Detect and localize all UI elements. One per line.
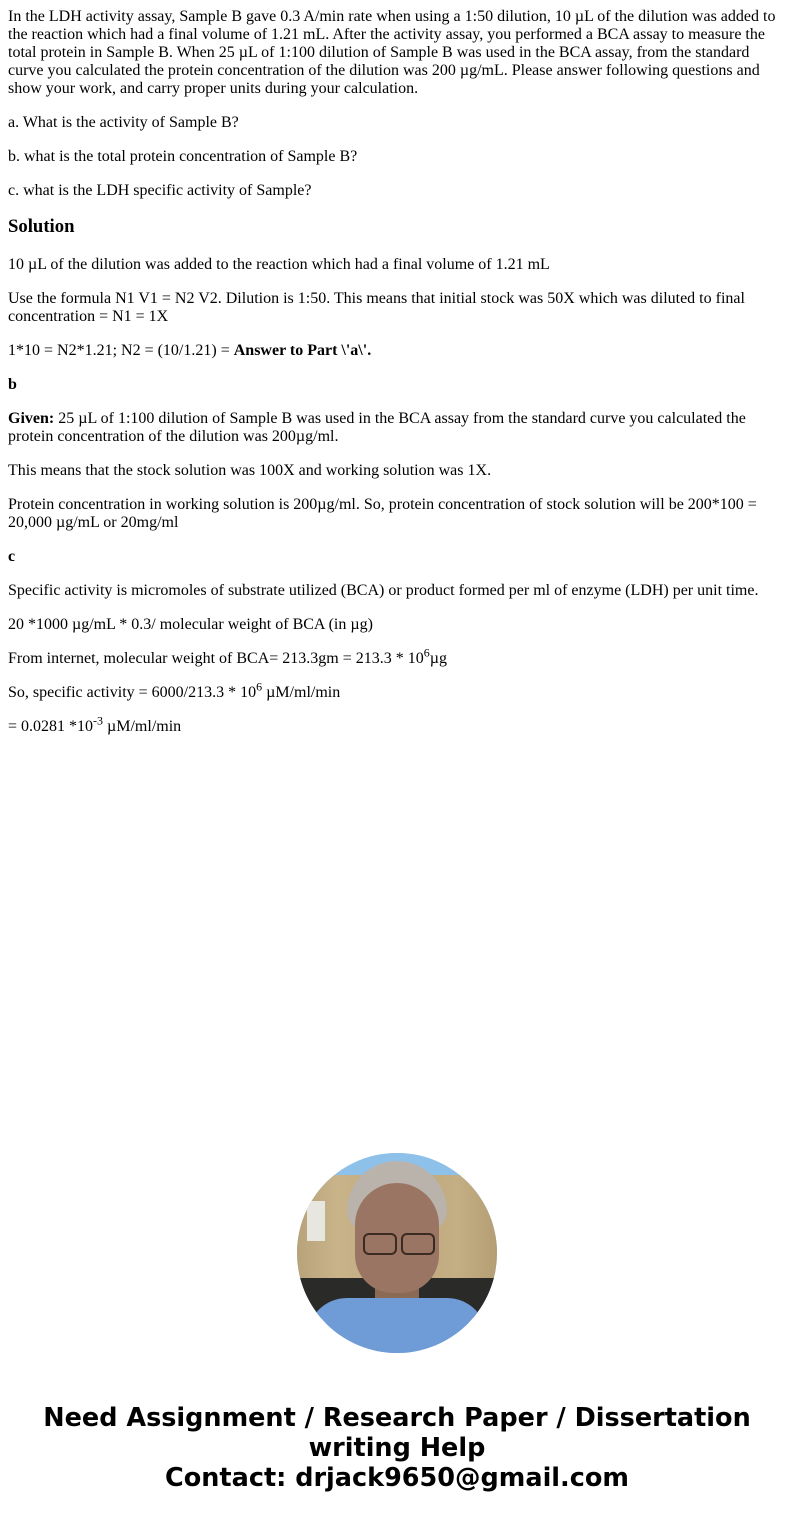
footer-banner bbox=[0, 1403, 794, 1493]
part-b-label: b bbox=[8, 376, 17, 393]
avatar bbox=[297, 1153, 497, 1353]
solution-heading: Solution bbox=[8, 216, 75, 237]
question-part-b: b. what is the total protein concentration of Sample B? bbox=[8, 148, 358, 165]
solution-a-answer: Answer to Part \'a\'. bbox=[233, 342, 372, 359]
mw-unit: µg bbox=[429, 650, 447, 667]
result-exponent: -3 bbox=[93, 713, 104, 728]
question-part-a: a. What is the activity of Sample B? bbox=[8, 114, 239, 131]
question-part-c: c. what is the LDH specific activity of Sample? bbox=[8, 182, 312, 199]
avatar-light-switch bbox=[307, 1201, 325, 1241]
sa-text: So, specific activity = 6000/213.3 * 10 bbox=[8, 684, 257, 701]
solution-a-line2: Use the formula N1 V1 = N2 V2. Dilution is 1:50. This means that initial stock was 50X which was diluted to final concentration = N1 = 1X bbox=[8, 290, 745, 325]
solution-a-line1: 10 µL of the dilution was added to the reaction which had a final volume of 1.21 mL bbox=[8, 256, 550, 273]
footer-line-1: Need Assignment / Research Paper / Dissertation bbox=[43, 1403, 751, 1433]
solution-c-line2: 20 *1000 µg/mL * 0.3/ molecular weight of BCA (in µg) bbox=[8, 616, 373, 633]
solution-b-line3: Protein concentration in working solution is 200µg/ml. So, protein concentration of stock solution will be 200*100 = 20,000 µg/mL or 20mg/ml bbox=[8, 496, 757, 531]
solution-a-equation: 1*10 = N2*1.21; N2 = (10/1.21) = bbox=[8, 342, 234, 359]
mw-text: From internet, molecular weight of BCA= 213.3gm = 213.3 * 10 bbox=[8, 650, 424, 667]
solution-b-label bbox=[8, 376, 786, 394]
solution-a-line3 bbox=[8, 342, 786, 360]
document-body bbox=[8, 8, 786, 752]
part-c-label: c bbox=[8, 548, 16, 565]
solution-c-label bbox=[8, 548, 786, 566]
solution-c-line4 bbox=[8, 679, 786, 702]
avatar-glasses-left bbox=[363, 1233, 397, 1255]
solution-c-line5 bbox=[8, 713, 786, 736]
solution-c-line3 bbox=[8, 645, 786, 668]
footer-line-2: writing Help bbox=[308, 1433, 486, 1463]
solution-b-line2: This means that the stock solution was 100X and working solution was 1X. bbox=[8, 462, 492, 479]
avatar-shirt bbox=[307, 1298, 487, 1353]
sa-unit: µM/ml/min bbox=[262, 684, 341, 701]
given-label: Given: bbox=[8, 410, 55, 427]
mw-exponent: 6 bbox=[423, 645, 430, 660]
question-intro: In the LDH activity assay, Sample B gave 0.3 A/min rate when using a 1:50 dilution, 10 µL of the dilution was added to the reaction which had a final volume of 1.21 mL. After the activity assay, you performed a BCA assay to measure the total protein in Sample B. When 25 µL of 1:100 dilution of Sample B was used in the BCA assay, from the standard curve you calculated the protein concentration of the dilution was 200 µg/mL. Please answer following questions and show your work, and carry proper units during your calculation. bbox=[8, 8, 776, 97]
sa-exponent: 6 bbox=[256, 679, 263, 694]
avatar-glasses-right bbox=[401, 1233, 435, 1255]
footer-contact: Contact: drjack9650@gmail.com bbox=[165, 1463, 629, 1493]
given-text: 25 µL of 1:100 dilution of Sample B was used in the BCA assay from the standard curve you calculated the protein concentration of the dilution was 200µg/ml. bbox=[8, 410, 746, 445]
solution-c-line1: Specific activity is micromoles of substrate utilized (BCA) or product formed per ml of enzyme (LDH) per unit time. bbox=[8, 582, 759, 599]
result-text: = 0.0281 *10 bbox=[8, 718, 94, 735]
solution-b-given bbox=[8, 410, 786, 446]
result-unit: µM/ml/min bbox=[103, 718, 182, 735]
